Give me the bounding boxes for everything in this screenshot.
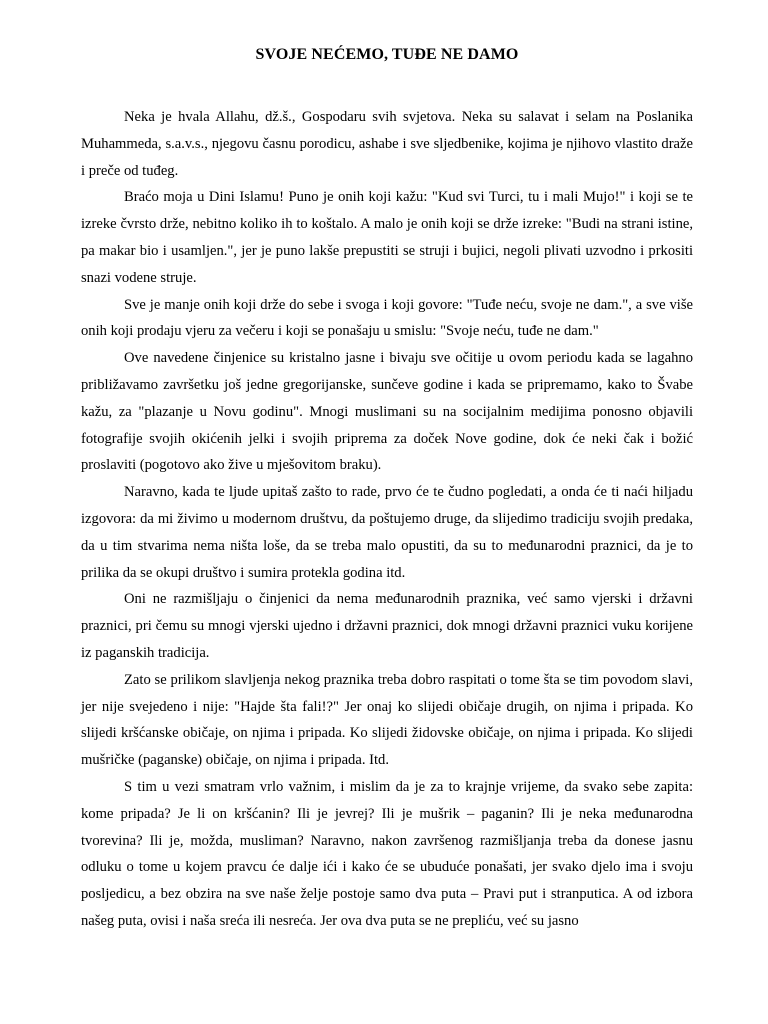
paragraph-6: Oni ne razmišljaju o činjenici da nema međunarodnih praznika, već samo vjerski i državni praznici, pri čemu su mnogi vjerski ujedno i državni praznici, dok mnogi državni praznici vuku korijene iz paganskih tradicija.	[81, 591, 693, 661]
paragraph-1: Neka je hvala Allahu, dž.š., Gospodaru svih svjetova. Neka su salavat i selam na Poslanika Muhammeda, s.a.v.s., njegovu časnu porodicu, ashabe i sve sljedbenike, kojima je njihovo vlastito draže i preče od tuđeg.	[81, 109, 693, 179]
paragraph-8: S tim u vezi smatram vrlo važnim, i mislim da je za to krajnje vrijeme, da svako sebe zapita: kome pripada? Je li on kršćanin? Ili je jevrej? Ili je mušrik – paganin? Ili je neka međunarodna tvorevina? Ili je, možda, musliman? Naravno, nakon završenog razmišljanja treba da donese jasnu odluku o tome u kojem pravcu će dalje ići i kako će se ubuduće ponašati, jer svako djelo ima i svoju posljedicu, a bez obzira na sve naše želje postoje samo dva puta – Pravi put i stranputica. A od izbora našeg puta, ovisi i naša sreća ili nesreća. Jer ova dva puta se ne prepliću, već su jasno	[81, 778, 693, 929]
paragraph-5: Naravno, kada te ljude upitaš zašto to rade, prvo će te čudno pogledati, a onda će ti naći hiljadu izgovora: da mi živimo u modernom društvu, da poštujemo druge, da slijedimo tradiciju svojih predaka, da u tim stvarima nema ništa loše, da se treba malo opustiti, da su to međunarodni praznici, da je to prilika da se okupi društvo i sumira protekla godina itd.	[81, 484, 693, 581]
paragraph-7: Zato se prilikom slavljenja nekog praznika treba dobro raspitati o tome šta se tim povodom slavi, jer nije svejedeno i nije: "Hajde šta fali!?" Jer onaj ko slijedi običaje drugih, on njima i pripada. Ko slijedi kršćanske običaje, on njima i pripada. Ko slijedi židovske običaje, on njima i pripada. Ko slijedi mušričke (paganske) običaje, on njima i pripada. Itd.	[81, 671, 693, 769]
paragraph-3: Sve je manje onih koji drže do sebe i svoga i koji govore: "Tuđe neću, svoje ne dam.", a sve više onih koji prodaju vjeru za večeru i koji se ponašaju u smislu: "Svoje neću, tuđe ne dam."	[81, 296, 693, 340]
document-body	[81, 104, 693, 935]
paragraph-4: Ove navedene činjenice su kristalno jasne i bivaju sve očitije u ovom periodu kada se lagahno približavamo završetku još jedne gregorijanske, sunčeve godine i kada se pripremamo, kako to Švabe kažu, za "plazanje u Novu godinu". Mnogi muslimani su na socijalnim medijima ponosno objavili fotografije svojih okićenih jelki i svojih priprema za doček Nove godine, dok će neki čak i božić proslaviti (pogotovo ako žive u mješovitom braku).	[81, 350, 693, 474]
paragraph-2: Braćo moja u Dini Islamu! Puno je onih koji kažu: "Kud svi Turci, tu i mali Mujo!" i koji se te izreke čvrsto drže, nebitno koliko ih to koštalo. A malo je onih koji se drže izreke: "Budi na strani istine, pa makar bio i usamljen.", jer je puno lakše prepustiti se struji i bujici, negoli plivati uzvodno i prkositi snazi vodene struje.	[81, 189, 693, 286]
document-title: SVOJE NEĆEMO, TUĐE NE DAMO	[255, 46, 519, 63]
